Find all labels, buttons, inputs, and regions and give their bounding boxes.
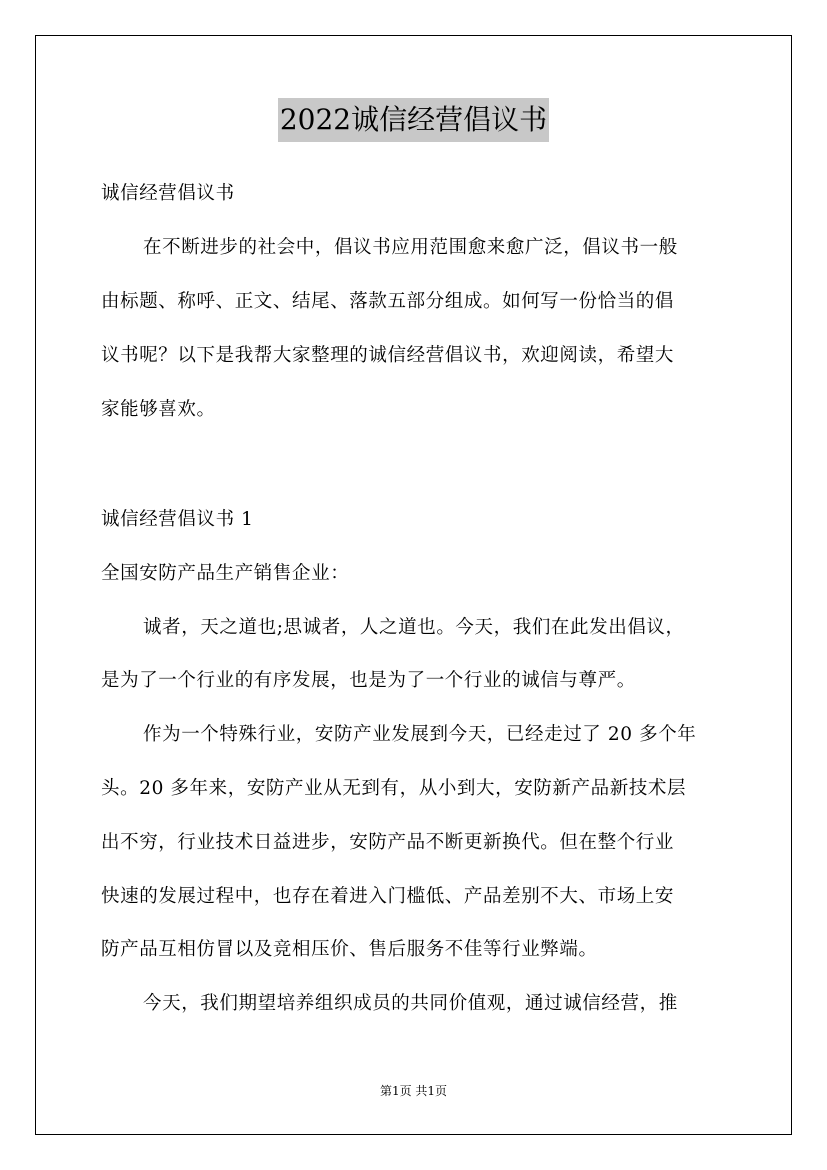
body-line: 今天，我们期望培养组织成员的共同价值观，通过诚信经营，推: [143, 993, 678, 1014]
body-line: 出不穷，行业技术日益进步，安防产品不断更新换代。但在整个行业: [101, 832, 675, 853]
intro-line: 由标题、称呼、正文、结尾、落款五部分组成。如何写一份恰当的倡: [101, 291, 675, 312]
salutation: 全国安防产品生产销售企业：: [101, 563, 350, 584]
intro-line: 家能够喜欢。: [101, 399, 216, 420]
body-line: 作为一个特殊行业，安防产业发展到今天，已经走过了 20 多个年: [143, 724, 697, 745]
body-line: 是为了一个行业的有序发展，也是为了一个行业的诚信与尊严。: [101, 670, 636, 691]
body-line: 头。20 多年来，安防产业从无到有，从小到大，安防新产品新技术层: [101, 778, 687, 799]
intro-line: 议书呢？以下是我帮大家整理的诚信经营倡议书，欢迎阅读，希望大: [101, 345, 675, 366]
page-footer: 第1页 共1页: [379, 1084, 448, 1098]
intro-line: 在不断进步的社会中，倡议书应用范围愈来愈广泛，倡议书一般: [143, 237, 678, 258]
body-line: 诚者，天之道也;思诚者，人之道也。今天，我们在此发出倡议，: [143, 617, 685, 638]
body-line: 防产品互相仿冒以及竞相压价、售后服务不佳等行业弊端。: [101, 939, 598, 960]
document-title: 2022诚信经营倡议书: [278, 98, 549, 142]
body-line: 快速的发展过程中，也存在着进入门槛低、产品差别不大、市场上安: [101, 886, 675, 907]
title-container: [0, 98, 827, 142]
document-subtitle: 诚信经营倡议书: [101, 183, 235, 204]
section-heading: 诚信经营倡议书 1: [101, 509, 254, 530]
